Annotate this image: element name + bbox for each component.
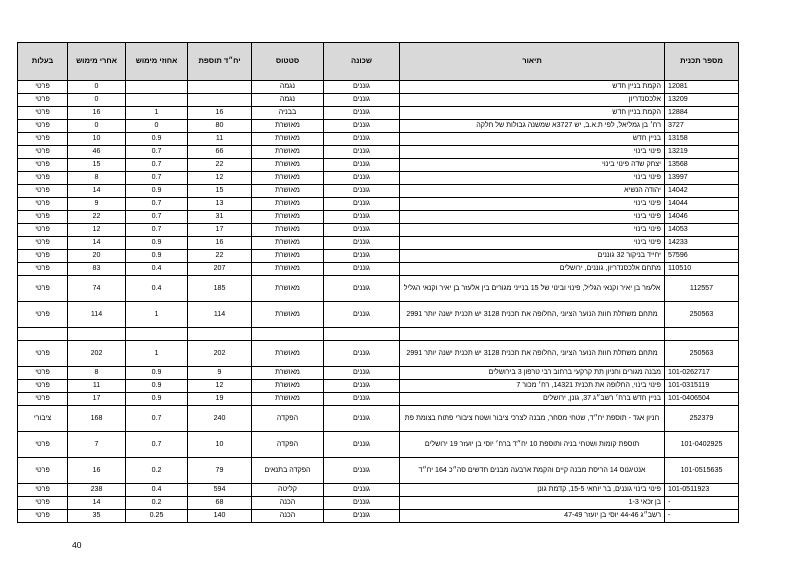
cell-after-realization: 8 [68, 367, 126, 380]
cell-status [252, 328, 324, 341]
cell-description [400, 328, 665, 341]
table-row [18, 185, 739, 198]
cell-after-realization: 35 [68, 510, 126, 523]
cell-ownership: פרטי [18, 510, 68, 523]
cell-status: מאושרת [252, 146, 324, 159]
cell-added-units: 12 [188, 380, 252, 393]
cell-description: פינוי בינוי [400, 172, 665, 185]
cell-ownership: פרטי [18, 224, 68, 237]
cell-neighborhood: גוננים [324, 458, 400, 484]
cell-added-units: 17 [188, 224, 252, 237]
cell-ownership: פרטי [18, 146, 68, 159]
cell-neighborhood: גוננים [324, 341, 400, 367]
cell-plan-number: 14053 [665, 224, 739, 237]
cell-plan-number: 12884 [665, 107, 739, 120]
page-number: 40 [72, 540, 82, 550]
cell-realization-percent: 0.9 [126, 380, 188, 393]
cell-realization-percent: 0.9 [126, 250, 188, 263]
cell-realization-percent [126, 94, 188, 107]
table-row [18, 224, 739, 237]
cell-ownership: פרטי [18, 81, 68, 94]
cell-after-realization: 238 [68, 484, 126, 497]
cell-realization-percent: 0.7 [126, 406, 188, 432]
cell-realization-percent: 0.7 [126, 211, 188, 224]
cell-neighborhood: גוננים [324, 406, 400, 432]
cell-plan-number: 250563 [665, 302, 739, 328]
cell-status: מאושרת [252, 341, 324, 367]
cell-neighborhood: גוננים [324, 120, 400, 133]
cell-description: פינוי בינוי [400, 211, 665, 224]
cell-description: יצחק שדה פינוי בינוי [400, 159, 665, 172]
cell-realization-percent: 0.7 [126, 224, 188, 237]
cell-plan-number: 250563 [665, 341, 739, 367]
cell-description: פינוי בינוי [400, 198, 665, 211]
cell-after-realization [68, 328, 126, 341]
cell-plan-number: 112557 [665, 276, 739, 302]
cell-realization-percent: 0.2 [126, 497, 188, 510]
cell-ownership: פרטי [18, 120, 68, 133]
cell-added-units [188, 81, 252, 94]
cell-neighborhood: גוננים [324, 393, 400, 406]
cell-status: מאושרת [252, 250, 324, 263]
cell-description: הקמת בניין חדש [400, 81, 665, 94]
cell-added-units: 10 [188, 432, 252, 458]
cell-plan-number: 13158 [665, 133, 739, 146]
cell-added-units: 594 [188, 484, 252, 497]
cell-after-realization: 16 [68, 107, 126, 120]
cell-after-realization: 11 [68, 380, 126, 393]
cell-added-units: 185 [188, 276, 252, 302]
cell-description: פינוי בינוי [400, 237, 665, 250]
table-row [18, 159, 739, 172]
cell-realization-percent: 0.25 [126, 510, 188, 523]
cell-realization-percent: 0 [126, 120, 188, 133]
cell-plan-number: 57596 [665, 250, 739, 263]
table-row [18, 172, 739, 185]
cell-realization-percent: 0.7 [126, 198, 188, 211]
cell-added-units: 240 [188, 406, 252, 432]
table-row [18, 237, 739, 250]
cell-neighborhood: גוננים [324, 185, 400, 198]
cell-ownership: פרטי [18, 133, 68, 146]
table-row [18, 120, 739, 133]
cell-status: הפקדה [252, 406, 324, 432]
cell-status: מאושרת [252, 276, 324, 302]
cell-ownership: פרטי [18, 237, 68, 250]
cell-description: מבנה מגורים וחניון תת קרקעי ברחוב רבי טרפון 3 בירושלים [400, 367, 665, 380]
table-row [18, 367, 739, 380]
cell-ownership: פרטי [18, 198, 68, 211]
cell-status: קליטה [252, 484, 324, 497]
cell-added-units: 9 [188, 367, 252, 380]
cell-ownership: פרטי [18, 263, 68, 276]
cell-neighborhood: גוננים [324, 302, 400, 328]
cell-plan-number: 14042 [665, 185, 739, 198]
cell-status: נגמה [252, 81, 324, 94]
column-header-ownership: בעלות [18, 43, 68, 81]
cell-after-realization: 22 [68, 211, 126, 224]
cell-ownership: פרטי [18, 497, 68, 510]
cell-added-units: 80 [188, 120, 252, 133]
table-row [18, 107, 739, 120]
column-header-realization-percent: אחוזי מימוש [126, 43, 188, 81]
cell-added-units: 31 [188, 211, 252, 224]
table-row [18, 211, 739, 224]
table-row [18, 94, 739, 107]
cell-neighborhood [324, 328, 400, 341]
table-row [18, 198, 739, 211]
cell-realization-percent: 0.7 [126, 159, 188, 172]
cell-ownership: פרטי [18, 94, 68, 107]
cell-status: הפקדה [252, 432, 324, 458]
cell-after-realization: 74 [68, 276, 126, 302]
cell-realization-percent: 1 [126, 302, 188, 328]
table-row [18, 380, 739, 393]
cell-status: בבניה [252, 107, 324, 120]
table-row [18, 133, 739, 146]
cell-neighborhood: גוננים [324, 198, 400, 211]
cell-plan-number: 101-0515635 [665, 458, 739, 484]
cell-added-units: 22 [188, 159, 252, 172]
plans-table [17, 42, 739, 523]
cell-after-realization: 0 [68, 94, 126, 107]
table-spacer-row [18, 328, 739, 341]
table-row [18, 263, 739, 276]
cell-after-realization: 8 [68, 172, 126, 185]
cell-plan-number: - [665, 510, 739, 523]
table-row [18, 393, 739, 406]
table-header-row [18, 43, 739, 81]
cell-after-realization: 0 [68, 120, 126, 133]
cell-realization-percent: 0.2 [126, 458, 188, 484]
cell-added-units: 22 [188, 250, 252, 263]
cell-ownership: פרטי [18, 484, 68, 497]
cell-status: הכנה [252, 497, 324, 510]
cell-status: מאושרת [252, 380, 324, 393]
cell-realization-percent: 0.4 [126, 263, 188, 276]
cell-after-realization: 46 [68, 146, 126, 159]
cell-description: בניין חדש [400, 133, 665, 146]
cell-ownership: פרטי [18, 172, 68, 185]
cell-description: רח׳ בן גמליאל, לפי ת.א.ב, יש 3727א שמשנה גבולות של חלקה [400, 120, 665, 133]
table-row [18, 146, 739, 159]
column-header-neighborhood: שכונה [324, 43, 400, 81]
cell-realization-percent: 1 [126, 107, 188, 120]
cell-realization-percent: 0.9 [126, 133, 188, 146]
cell-ownership: פרטי [18, 458, 68, 484]
cell-description: יחייד בניקור 32 גוננים [400, 250, 665, 263]
cell-after-realization: 20 [68, 250, 126, 263]
cell-plan-number: 12081 [665, 81, 739, 94]
cell-realization-percent: 0.9 [126, 185, 188, 198]
cell-plan-number: 14044 [665, 198, 739, 211]
cell-neighborhood: גוננים [324, 159, 400, 172]
cell-description: אלעזר בן יאיר וקנאי הגליל, פינוי ובינוי של 15 בנייני מגורים בין אלעזר בן יאיר וקנאי הגליל [400, 276, 665, 302]
cell-status: מאושרת [252, 185, 324, 198]
table-header [18, 43, 739, 81]
cell-description: פינוי בינוי, החלופה את תכנית 14321, רח׳ מכור 7 [400, 380, 665, 393]
cell-status: מאושרת [252, 159, 324, 172]
cell-neighborhood: גוננים [324, 146, 400, 159]
table-row [18, 81, 739, 94]
table-row [18, 510, 739, 523]
cell-after-realization: 0 [68, 81, 126, 94]
cell-after-realization: 17 [68, 393, 126, 406]
cell-status: הפקדה בתנאים [252, 458, 324, 484]
cell-neighborhood: גוננים [324, 107, 400, 120]
cell-ownership: פרטי [18, 302, 68, 328]
table-body [18, 81, 739, 523]
cell-realization-percent: 0.4 [126, 276, 188, 302]
cell-status: מאושרת [252, 367, 324, 380]
cell-description: אלכסנדריון [400, 94, 665, 107]
cell-neighborhood: גוננים [324, 276, 400, 302]
cell-realization-percent: 0.7 [126, 146, 188, 159]
cell-added-units: 11 [188, 133, 252, 146]
cell-description: פינוי בינוי [400, 224, 665, 237]
cell-realization-percent: 0.9 [126, 237, 188, 250]
cell-status: הכנה [252, 510, 324, 523]
cell-ownership: פרטי [18, 432, 68, 458]
cell-plan-number: 13997 [665, 172, 739, 185]
cell-plan-number: 101-0406504 [665, 393, 739, 406]
cell-ownership: פרטי [18, 250, 68, 263]
cell-after-realization: 14 [68, 185, 126, 198]
cell-added-units: 16 [188, 237, 252, 250]
cell-ownership: פרטי [18, 107, 68, 120]
cell-description: אנטיגנוס 14 הריסת מבנה קיים והקמת ארבעה מבנים חדשים סה״כ 164 יח״ד [400, 458, 665, 484]
cell-status: נגמה [252, 94, 324, 107]
cell-plan-number: 101-0315119 [665, 380, 739, 393]
cell-description: יהודה הנשיא [400, 185, 665, 198]
cell-neighborhood: גוננים [324, 367, 400, 380]
cell-added-units: 12 [188, 172, 252, 185]
cell-ownership: פרטי [18, 380, 68, 393]
cell-plan-number: - [665, 497, 739, 510]
cell-description: מתחם אלכסנדריון, גוננים, ירושלים [400, 263, 665, 276]
cell-description: תוספת קומות ושטחי בניה ותוספת 10 יח״ד ברח׳ יוסי בן יועזר 19 ירושלים [400, 432, 665, 458]
cell-plan-number: 3727 [665, 120, 739, 133]
cell-added-units: 207 [188, 263, 252, 276]
table-row [18, 497, 739, 510]
cell-after-realization: 168 [68, 406, 126, 432]
cell-description: הקמת בניין חדש [400, 107, 665, 120]
cell-neighborhood: גוננים [324, 263, 400, 276]
cell-added-units: 114 [188, 302, 252, 328]
cell-added-units: 15 [188, 185, 252, 198]
cell-description: בניין חדש ברח׳ רשב״ג 37, גונן, ירושלים [400, 393, 665, 406]
cell-after-realization: 12 [68, 224, 126, 237]
cell-realization-percent: 1 [126, 341, 188, 367]
cell-plan-number: 13209 [665, 94, 739, 107]
cell-after-realization: 202 [68, 341, 126, 367]
cell-ownership: פרטי [18, 367, 68, 380]
cell-neighborhood: גוננים [324, 133, 400, 146]
cell-after-realization: 83 [68, 263, 126, 276]
cell-plan-number: 14046 [665, 211, 739, 224]
cell-plan-number: 101-0262717 [665, 367, 739, 380]
cell-description: מתחם משתלת חוות הנוער הציוני ,החלופה את תכנית 3128 יש תכנית ישנה יותר 2991 [400, 302, 665, 328]
cell-added-units: 66 [188, 146, 252, 159]
column-header-plan-number: מספר תכנית [665, 43, 739, 81]
table-row [18, 406, 739, 432]
cell-status: מאושרת [252, 393, 324, 406]
cell-added-units: 140 [188, 510, 252, 523]
cell-realization-percent: 0.4 [126, 484, 188, 497]
cell-added-units: 13 [188, 198, 252, 211]
cell-neighborhood: גוננים [324, 172, 400, 185]
cell-neighborhood: גוננים [324, 211, 400, 224]
cell-plan-number: 101-0511923 [665, 484, 739, 497]
cell-realization-percent [126, 328, 188, 341]
cell-added-units [188, 94, 252, 107]
cell-status: מאושרת [252, 120, 324, 133]
cell-description: רשב״ג 44-46 יוסי בן יועזר 47-49 [400, 510, 665, 523]
cell-status: מאושרת [252, 224, 324, 237]
cell-neighborhood: גוננים [324, 250, 400, 263]
table-row [18, 341, 739, 367]
table-row [18, 250, 739, 263]
cell-realization-percent: 0.7 [126, 432, 188, 458]
cell-after-realization: 10 [68, 133, 126, 146]
cell-plan-number: 110510 [665, 263, 739, 276]
cell-after-realization: 7 [68, 432, 126, 458]
cell-plan-number: 13568 [665, 159, 739, 172]
cell-status: מאושרת [252, 263, 324, 276]
cell-after-realization: 15 [68, 159, 126, 172]
cell-description: פינוי בינוי גוננים, בר יוחאי 15-5, קדמת גונן [400, 484, 665, 497]
cell-after-realization: 14 [68, 497, 126, 510]
cell-realization-percent [126, 81, 188, 94]
column-header-added-units: יח״ד תוספת [188, 43, 252, 81]
cell-status: מאושרת [252, 172, 324, 185]
cell-neighborhood: גוננים [324, 484, 400, 497]
table-row [18, 276, 739, 302]
cell-neighborhood: גוננים [324, 510, 400, 523]
cell-ownership: פרטי [18, 393, 68, 406]
cell-status: מאושרת [252, 133, 324, 146]
cell-neighborhood: גוננים [324, 237, 400, 250]
cell-description: בן זכאי 1-3 [400, 497, 665, 510]
cell-neighborhood: גוננים [324, 224, 400, 237]
cell-neighborhood: גוננים [324, 380, 400, 393]
cell-ownership [18, 328, 68, 341]
cell-ownership: פרטי [18, 341, 68, 367]
cell-realization-percent: 0.9 [126, 367, 188, 380]
cell-neighborhood: גוננים [324, 81, 400, 94]
cell-added-units: 68 [188, 497, 252, 510]
column-header-description: תיאור [400, 43, 665, 81]
table-row [18, 484, 739, 497]
cell-added-units: 202 [188, 341, 252, 367]
cell-plan-number [665, 328, 739, 341]
column-header-after-realization: אחרי מימוש [68, 43, 126, 81]
cell-added-units: 79 [188, 458, 252, 484]
cell-status: מאושרת [252, 211, 324, 224]
cell-ownership: פרטי [18, 185, 68, 198]
cell-realization-percent: 0.9 [126, 393, 188, 406]
cell-after-realization: 114 [68, 302, 126, 328]
cell-description: חניון אגד - תוספת יח״ד, שטחי מסחר, מבנה לצרכי ציבור ושטח ציבורי פתוח בצומת פת [400, 406, 665, 432]
cell-status: מאושרת [252, 198, 324, 211]
column-header-status: סטטוס [252, 43, 324, 81]
cell-ownership: פרטי [18, 159, 68, 172]
cell-status: מאושרת [252, 302, 324, 328]
cell-plan-number: 101-0402925 [665, 432, 739, 458]
cell-ownership: פרטי [18, 211, 68, 224]
cell-added-units: 16 [188, 107, 252, 120]
cell-description: פינוי בינוי [400, 146, 665, 159]
cell-added-units [188, 328, 252, 341]
table-row [18, 432, 739, 458]
cell-plan-number: 14233 [665, 237, 739, 250]
cell-plan-number: 252379 [665, 406, 739, 432]
cell-after-realization: 16 [68, 458, 126, 484]
cell-ownership: ציבורי [18, 406, 68, 432]
cell-description: מתחם משתלת חוות הנוער הציוני ,החלופה את תכנית 3128 יש תכנית ישנה יותר 2991 [400, 341, 665, 367]
cell-ownership: פרטי [18, 276, 68, 302]
cell-neighborhood: גוננים [324, 432, 400, 458]
cell-neighborhood: גוננים [324, 94, 400, 107]
plans-table-container [31, 42, 739, 523]
cell-after-realization: 14 [68, 237, 126, 250]
table-row [18, 458, 739, 484]
cell-after-realization: 9 [68, 198, 126, 211]
cell-realization-percent: 0.7 [126, 172, 188, 185]
cell-status: מאושרת [252, 237, 324, 250]
table-row [18, 302, 739, 328]
cell-added-units: 19 [188, 393, 252, 406]
cell-plan-number: 13219 [665, 146, 739, 159]
cell-neighborhood: גוננים [324, 497, 400, 510]
